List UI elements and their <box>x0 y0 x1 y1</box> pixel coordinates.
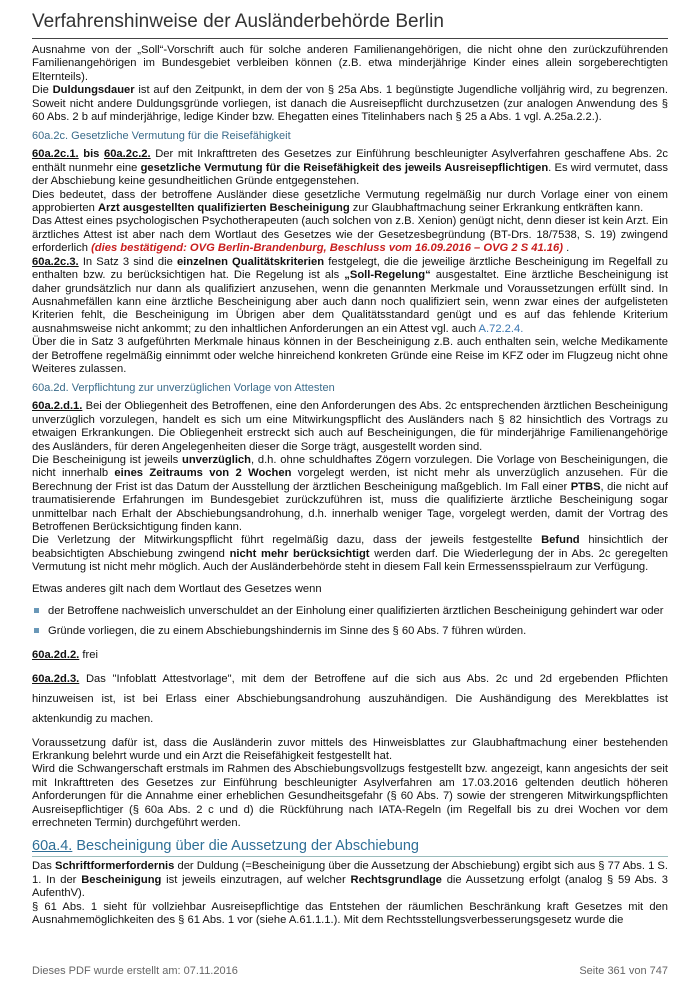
paragraph: 60a.2c.1. bis 60a.2c.2. Der mit Inkrafttreten des Gesetzes zur Einführung beschleunigter Asylverfahren geschaffene Abs. 2c enthält nunmehr eine gesetzliche Vermutung für die Reisefähigkeit des jeweils Ausreisepflichtigen. Es wird vermutet, dass der Abschiebung keine gesundheitlichen Gründe entgegenstehen. <box>32 148 668 188</box>
bold-term: Arzt ausgestellten qualifizierten Bescheinigung <box>97 202 350 215</box>
bold-term: nicht mehr berücksichtigt <box>229 547 370 560</box>
paragraph: Die Bescheinigung ist jeweils unverzüglich, d.h. ohne schuldhaftes Zögern vorzulegen. Die Vorlage von Bescheinigungen, die nicht innerhalb eines Zeitraums von 2 Wochen vorgelegt werden, ist nicht mehr als unverzüglich anzusehen. Für die Berechnung der Frist ist das Datum der Ausstellung der ärztlichen Bescheinigung maßgeblich. Im Fall einer PTBS, die nicht auf traumatisierende Erfahrungen im Bundesgebiet zurückzuführen ist, muss die qualifizierte ärztliche Bescheinigung sogar unmittelbar nach Erhalt der Abschiebungsandrohung, d.h. innerhalb weniger Tage, vorgelegt werden, damit der Vortrag des Betroffenen Berücksichtigung finden kann. <box>32 453 669 533</box>
paragraph: § 61 Abs. 1 sieht für vollziehbar Ausreisepflichtige das Entstehen der räumlichen Beschränkung kraft Gesetzes mit den Ausnahmemöglichkeiten des § 61 Abs. 1 vor (siehe A.61.1.1.). Mit dem Rechtsstellungsverbesserungsgesetz wurde die <box>32 900 668 927</box>
section-heading-2c: 60a.2c. Gesetzliche Vermutung für die Reisefähigkeit <box>32 130 291 143</box>
section-ref: 60a.2d.2. <box>32 648 80 661</box>
list-item: Gründe vorliegen, die zu einem Abschiebungshindernis im Sinne des § 60 Abs. 7 führen würden. <box>32 621 668 641</box>
bold-term: Schriftformerfordernis <box>55 860 175 873</box>
bold-term: Duldungsdauer <box>52 84 135 97</box>
list-item: der Betroffene nachweislich unverschuldet an der Einholung einer qualifizierten ärztlichen Bescheinigung gehindert war oder <box>32 601 668 621</box>
paragraph: Das Schriftformerfordernis der Duldung (=Bescheinigung über die Aussetzung der Abschiebung) ergibt sich aus § 77 Abs. 1 S. 1. In der Bescheinigung ist jeweils einzutragen, auf welcher Rechtsgrundlage die Aussetzung erfolgt (analog § 59 Abs. 3 AufenthV). <box>32 860 669 900</box>
document-title: Verfahrenshinweise der Ausländerbehörde Berlin <box>32 10 668 39</box>
paragraph: Die Duldungsdauer ist auf den Zeitpunkt, in dem der von § 25a Abs. 1 begünstigte Jugendliche volljährig wird, zu begrenzen. Soweit nicht andere Duldungsgründe vorliegen, ist danach die Ausreisepflicht durchzusetzen (zur analogen Anwendung des § 60 Abs. 2 b auf minderjährige, ledige Kinder bzw. Ehegatten eines Titelinhabers nach § 25 a Abs. 1 vgl. A.25a.2.2.). <box>32 84 668 124</box>
section-ref: 60a.2c.2. <box>103 148 151 161</box>
paragraph: Das Attest eines psychologischen Psychotherapeuten (auch solchen von z.B. Xenion) genügt nicht, denn dieser ist kein Arzt. Ein ärztliches Attest ist aber nach dem Wortlaut des Gesetzes wie der Gesetzesbegründung (BT-Drs. 18/7538, S. 19) zwingend erforderlich (dies bestätigend: OVG Berlin-Brandenburg, Beschluss vom 16.09.2016 – OVG 2 S 41.16) . <box>32 215 668 255</box>
bold-term: Bescheinigung <box>81 873 162 886</box>
bullet-list <box>32 601 668 641</box>
paragraph: Wird die Schwangerschaft erstmals im Rahmen des Abschiebungsvollzugs festgestellt bzw. angezeigt, kann angesichts der seit mit Inkrafttreten des Gesetzes zur Einführung beschleunigter Asylverfahren am 17.03.2016 geltenden deutlich höheren Anforderungen für die Annahme einer erheblichen Gesundheitsgefahr (§ 60 Abs. 7) sowie der strengeren Mitwirkungspflichten Ausreisepflichtiger (§ 60a Abs. 2 c und d) die Rückführung nach IATA-Regeln (im Regelfall bis zu drei Wochen vor dem errechneten Termin) durchgeführt werden. <box>32 763 668 830</box>
page-number: Seite 361 von 747 <box>579 965 668 977</box>
paragraph: Etwas anderes gilt nach dem Wortlaut des Gesetzes wenn <box>32 582 322 595</box>
cross-reference-link[interactable]: A.72.2.4. <box>478 322 524 335</box>
paragraph: Voraussetzung dafür ist, dass die Ausländerin zuvor mittels des Hinweisblattes zur Glaubhaftmachung einer bestehenden Erkrankung belehrt wurde und ein Arzt die Reisefähigkeit festgestellt hat. <box>32 736 668 763</box>
created-date: Dieses PDF wurde erstellt am: 07.11.2016 <box>32 965 238 977</box>
paragraph: 60a.2d.3. Das "Infoblatt Attestvorlage", mit dem der Betroffene auf die sich aus Abs. 2c und 2d ergebenden Pflichten hinzuweisen ist, ist bei Erlass einer Abschiebungsandrohung auszuhändigen. Die Aushändigung des Merekblattes ist aktenkundig zu machen. <box>32 672 668 725</box>
square-bullet-icon <box>34 628 39 633</box>
bold-term: „Soll-Regelung“ <box>344 269 431 282</box>
document-page <box>32 10 668 928</box>
bold-term: gesetzliche Vermutung für die Reisefähigkeit des jeweils Ausreisepflichtigen <box>140 161 549 174</box>
bold-term: Rechtsgrundlage <box>350 873 442 886</box>
section-heading-4: 60a.4. Bescheinigung über die Aussetzung der Abschiebung <box>32 838 668 857</box>
bold-term: Befund <box>541 534 580 547</box>
square-bullet-icon <box>34 608 39 613</box>
section-ref: 60a.2c.1. <box>32 148 79 161</box>
bold-term: einzelnen Qualitätskriterien <box>176 255 325 268</box>
paragraph: Über die in Satz 3 aufgeführten Merkmale hinaus können in der Bescheinigung z.B. auch enthalten sein, welche Medikamente der Betroffene regelmäßig einnimmt oder welche hinreichend konkreten Gründe eine Reise im KFZ oder im Flugzeug nicht ohne Weiteres zulassen. <box>32 336 668 375</box>
bold-term: PTBS <box>570 480 601 493</box>
page-footer <box>32 965 668 977</box>
paragraph: Ausnahme von der „Soll“-Vorschrift auch für solche anderen Familienangehörigen, die nicht ohne den zurückzuführenden Familienangehörigen im Bundesgebiet verbleiben können (z.B. etwa minderjährige Kinder eines allein sorgeberechtigten Elternteils). <box>32 44 668 83</box>
paragraph: Dies bedeutet, dass der betroffene Ausländer diese gesetzliche Vermutung regelmäßig nur durch Vorlage einer von einem approbierten Arzt ausgestellten qualifizierten Bescheinigung zur Glaubhaftmachung seiner Erkrankung entkräften kann. <box>32 188 668 215</box>
court-citation: (dies bestätigend: OVG Berlin-Brandenburg, Beschluss vom 16.09.2016 – OVG 2 S 41.16) <box>91 242 563 255</box>
section-ref: 60a.2.d.1. <box>32 400 83 413</box>
paragraph: 60a.2.d.1. Bei der Obliegenheit des Betroffenen, eine den Anforderungen des Abs. 2c entsprechenden ärztlichen Bescheinigung unverzüglich vorzulegen, handelt es sich um eine Mitwirkungspflicht des Ausländers nach § 82 hinsichtlich des Vortrags zu etwaigen Erkrankungen. Die Obliegenheit erstreckt sich auch auf Bescheinigungen, die für minderjährige Familienangehörige des Ausländers, für deren Angelegenheiten dieser die Sorge trägt, ausgestellt worden sind. <box>32 400 668 453</box>
section-heading-2d: 60a.2d. Verpflichtung zur unverzüglichen Vorlage von Attesten <box>32 382 335 395</box>
paragraph: 60a.2d.2. frei <box>32 648 98 661</box>
section-ref: 60a.2c.3. <box>32 255 79 268</box>
paragraph: Die Verletzung der Mitwirkungspflicht führt regelmäßig dazu, dass der jeweils festgestellte Befund hinsichtlich der beabsichtigten Abschiebung zwingend nicht mehr berücksichtigt werden darf. Die Wiederlegung der in Abs. 2c geregelten Vermutung ist nicht mehr möglich. Auch der Ausländerbehörde steht in diesem Fall kein Ermessensspielraum zur Verfügung. <box>32 534 668 574</box>
paragraph: 60a.2c.3. In Satz 3 sind die einzelnen Qualitätskriterien festgelegt, die die jeweilige ärztliche Bescheinigung im Regelfall zu enthalten bzw. zu berücksichtigen hat. Die Regelung ist als „Soll-Regelung“ ausgestaltet. Eine ärztliche Bescheinigung ist daher grundsätzlich nur dann als qualifiziert anzusehen, wenn die genannten Merkmale und Voraussetzungen erfüllt sind. In Ausnahmefällen kann eine ärztliche Bescheinigung aber auch dann noch qualifiziert sein, wenn zwar eines der aufgelisteten Kriterien fehlt, die Bescheinigung im Übrigen aber dem Qualitätsstandard genügt und es auf das fehlende Kriterium ausnahmsweise nicht ankommt; zu den inhaltlichen Anforderungen an ein Attest vgl. auch A.72.2.4. <box>32 255 668 335</box>
section-ref: 60a.2d.3. <box>32 672 80 685</box>
bold-term: unverzüglich <box>181 453 251 466</box>
bold-term: eines Zeitraums von 2 Wochen <box>114 467 292 480</box>
